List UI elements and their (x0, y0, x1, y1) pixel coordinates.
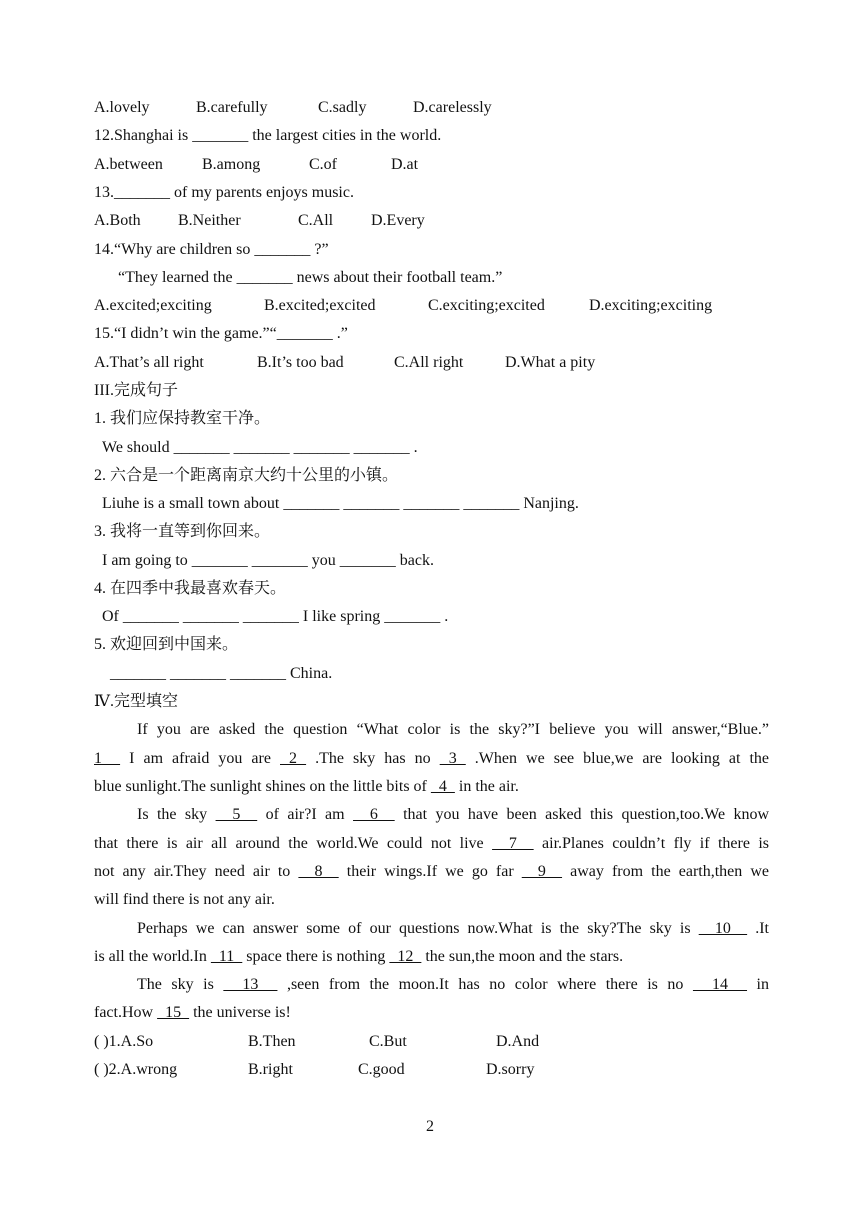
q11-option-d: D.carelessly (413, 99, 492, 116)
passage-p4-line-2: fact.How 15 the universe is! (94, 1004, 291, 1021)
q13-option-a: A.Both (94, 212, 141, 229)
sentence-5-chinese: 5. 欢迎回到中国来。 (94, 636, 239, 653)
cloze-q1-option-a: ( )1.A.So (94, 1033, 154, 1050)
passage-p2-line-4: will find there is not any air. (94, 891, 275, 908)
question-12: 12.Shanghai is _______ the largest cities in the world. (94, 127, 442, 144)
sentence-4-english: Of _______ _______ _______ I like spring _______ . (102, 608, 449, 625)
blank-5: 5 (215, 806, 258, 823)
q14-option-d: D.exciting;exciting (589, 297, 713, 314)
question-14: 14.“Why are children so _______ ?” (94, 241, 329, 258)
q12-option-a: A.between (94, 156, 163, 173)
blank-13: 13 (223, 976, 278, 993)
q15-option-c: C.All right (394, 354, 464, 371)
q15-option-d: D.What a pity (505, 354, 596, 371)
sentence-2-chinese: 2. 六合是一个距离南京大约十公里的小镇。 (94, 467, 399, 484)
q14-option-c: C.exciting;excited (428, 297, 545, 314)
cloze-q2-option-d: D.sorry (486, 1061, 535, 1078)
blank-9: 9 (521, 863, 563, 880)
blank-2: 2 (280, 750, 307, 767)
q12-option-c: C.of (309, 156, 337, 173)
cloze-q2-option-a: ( )2.A.wrong (94, 1061, 178, 1078)
passage-p2-line-2: that there is air all around the world.We could not live 7 air.Planes couldn’t fly if there is (94, 835, 769, 852)
blank-10: 10 (698, 920, 748, 937)
sentence-4-chinese: 4. 在四季中我最喜欢春天。 (94, 580, 287, 597)
page-number: 2 (426, 1118, 434, 1135)
q13-option-c: C.All (298, 212, 334, 229)
q15-option-a: A.That’s all right (94, 354, 204, 371)
q11-option-c: C.sadly (318, 99, 367, 116)
passage-p2-line-1: Is the sky 5 of air?I am 6 that you have been asked this question,too.We know (137, 806, 770, 823)
blank-3: 3 (439, 750, 466, 767)
passage-p2-line-3: not any air.They need air to 8 their wings.If we go far 9 away from the earth,then we (94, 863, 770, 880)
passage-p1-line-3: blue sunlight.The sunlight shines on the little bits of 4 in the air. (94, 778, 519, 795)
blank-8: 8 (298, 863, 339, 880)
blank-14: 14 (692, 976, 748, 993)
passage-p1-line-2: 1 I am afraid you are 2 .The sky has no 3 .When we see blue,we are looking at the (94, 750, 770, 767)
cloze-q2-option-c: C.good (358, 1061, 405, 1078)
sentence-1-chinese: 1. 我们应保持教室干净。 (94, 410, 271, 427)
passage-p4-line-1: The sky is 13 ,seen from the moon.It has no color where there is no 14 in (137, 976, 769, 993)
sentence-1-english: We should _______ _______ _______ _______ . (102, 439, 418, 456)
blank-7: 7 (492, 835, 534, 852)
q14-option-b: B.excited;excited (264, 297, 376, 314)
q15-option-b: B.It’s too bad (257, 354, 344, 371)
sentence-2-english: Liuhe is a small town about _______ _______ _______ _______ Nanjing. (102, 495, 579, 512)
passage-p3-line-2: is all the world.In 11 space there is nothing 12 the sun,the moon and the stars. (94, 948, 624, 965)
sentence-3-chinese: 3. 我将一直等到你回来。 (94, 523, 271, 540)
cloze-q1-option-c: C.But (369, 1033, 407, 1050)
blank-6: 6 (353, 806, 395, 823)
q11-option-b: B.carefully (196, 99, 268, 116)
blank-11: 11 (210, 948, 243, 965)
cloze-q2-option-b: B.right (248, 1061, 293, 1078)
passage-p3-line-1: Perhaps we can answer some of our questions now.What is the sky?The sky is 10 .It (137, 920, 770, 937)
q12-option-b: B.among (202, 156, 261, 173)
sentence-3-english: I am going to _______ _______ you _______ back. (102, 552, 434, 569)
q13-option-d: D.Every (371, 212, 425, 229)
blank-12: 12 (389, 948, 422, 965)
q11-option-a: A.lovely (94, 99, 150, 116)
cloze-q1-option-d: D.And (496, 1033, 540, 1050)
section-4-heading: Ⅳ.完型填空 (94, 693, 178, 710)
question-15: 15.“I didn’t win the game.”“_______ .” (94, 325, 348, 342)
blank-4: 4 (430, 778, 455, 795)
question-13: 13._______ of my parents enjoys music. (94, 184, 354, 201)
cloze-q1-option-b: B.Then (248, 1033, 296, 1050)
blank-1: 1 (94, 750, 121, 767)
section-3-heading: III.完成句子 (94, 382, 178, 399)
q14-option-a: A.excited;exciting (94, 297, 212, 314)
q13-option-b: B.Neither (178, 212, 241, 229)
blank-15: 15 (157, 1004, 190, 1021)
sentence-5-english: _______ _______ _______ China. (110, 665, 333, 682)
question-14-reply: “They learned the _______ news about their football team.” (118, 269, 503, 286)
q12-option-d: D.at (391, 156, 419, 173)
passage-p1-line-1: If you are asked the question “What color is the sky?”I believe you will answer,“Blue.” (137, 721, 769, 738)
